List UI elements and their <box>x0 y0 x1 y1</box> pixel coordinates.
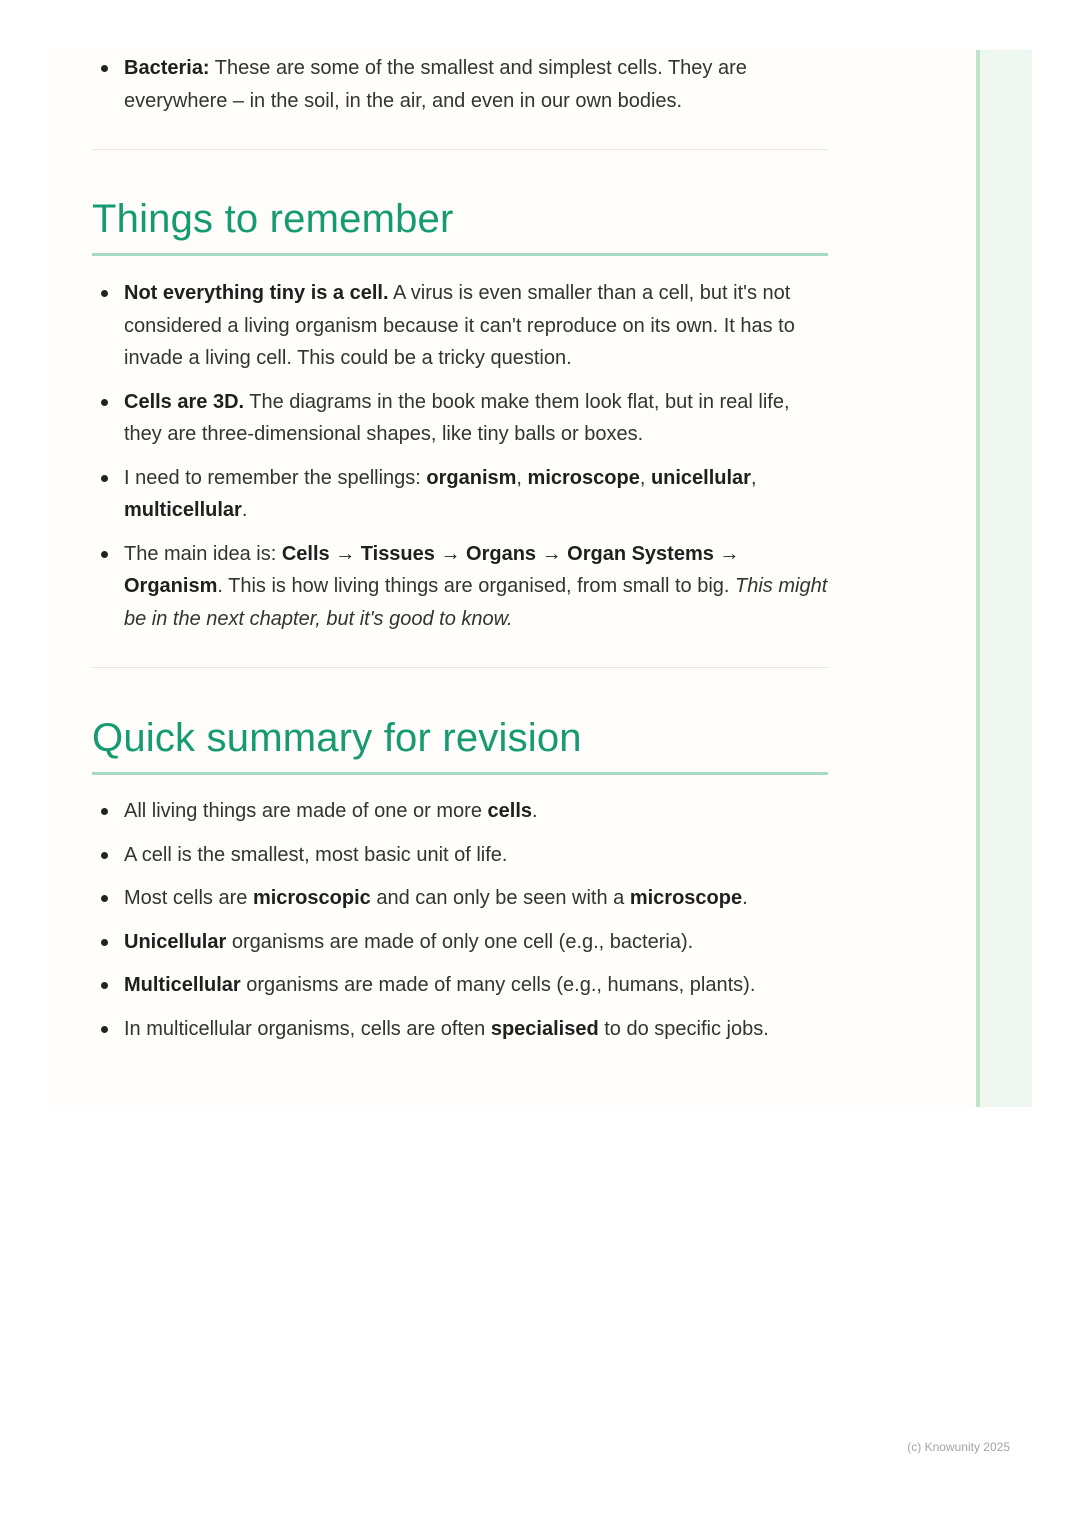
section-title-summary: Quick summary for revision <box>92 716 582 760</box>
item-text: . This is how living things are organised, from small to big. <box>217 575 735 597</box>
item-text: In multicellular organisms, cells are often <box>124 1017 491 1040</box>
item-bold: cells <box>487 800 532 822</box>
item-text: A cell is the smallest, most basic unit of life. <box>124 843 508 866</box>
summary-list <box>92 795 828 1045</box>
list-item <box>92 969 828 1002</box>
list-item <box>92 277 828 375</box>
item-text: All living things are made of one or more <box>124 800 488 822</box>
item-text: The diagrams in the book make them look flat, but in real life, they are three-dimensional shapes, like tiny balls or boxes. <box>124 390 790 445</box>
item-text: organisms are made of many cells (e.g., humans, plants). <box>240 974 756 996</box>
summary-section <box>92 795 828 1045</box>
item-italic-note: This might be in the next chapter, but it's good to know. <box>124 575 828 630</box>
list-item <box>92 1013 828 1046</box>
list-item <box>92 882 828 915</box>
spelling-word: microscope <box>527 466 640 489</box>
list-item <box>92 795 828 828</box>
list-item <box>92 538 828 636</box>
list-item <box>92 839 828 872</box>
separator: , <box>639 466 651 489</box>
section-title-remember: Things to remember <box>92 197 454 241</box>
remember-section <box>92 277 828 635</box>
spelling-word: organism <box>426 466 517 489</box>
title-underline <box>92 253 828 256</box>
item-bold: Multicellular <box>124 974 241 996</box>
list-item <box>92 386 828 451</box>
item-text: The main idea is: <box>124 542 282 565</box>
organisation-chain: Cells → Tissues → Organs → Organ Systems → Organism <box>124 542 740 597</box>
side-panel <box>976 50 1032 1107</box>
item-bold: Cells are 3D. <box>124 390 245 413</box>
item-text: I need to remember the spellings: <box>124 466 427 489</box>
list-item <box>92 52 828 117</box>
intro-section <box>92 52 828 117</box>
list-item <box>92 926 828 959</box>
title-underline <box>92 772 828 775</box>
item-bold: specialised <box>490 1017 599 1040</box>
list-item <box>92 462 828 527</box>
intro-list <box>92 52 828 117</box>
item-text: A virus is even smaller than a cell, but it's not considered a living organism because it can't reproduce on its own. It has to invade a living cell. This could be a tricky question. <box>124 282 795 369</box>
item-text: to do specific jobs. <box>598 1017 769 1040</box>
item-text: organisms are made of only one cell (e.g., bacteria). <box>226 930 694 953</box>
item-bold: microscope <box>629 887 743 909</box>
separator: , <box>750 466 757 489</box>
spelling-word: multicellular <box>124 499 242 521</box>
bacteria-text: These are some of the smallest and simplest cells. They are everywhere – in the soil, in the air, and even in our own bodies. <box>124 57 747 112</box>
section-divider <box>92 667 828 668</box>
item-bold: Unicellular <box>124 930 227 953</box>
punctuation: . <box>742 887 748 909</box>
bacteria-term: Bacteria: <box>124 57 210 79</box>
item-bold: Not everything tiny is a cell. <box>124 282 389 304</box>
item-text: and can only be seen with a <box>370 887 630 909</box>
punctuation: . <box>241 499 248 521</box>
remember-list <box>92 277 828 635</box>
copyright-footer: (c) Knowunity 2025 <box>907 1440 1010 1454</box>
separator: , <box>516 466 528 489</box>
section-divider <box>92 149 828 150</box>
item-bold: microscopic <box>252 887 371 909</box>
item-text: Most cells are <box>124 887 253 909</box>
spelling-word: unicellular <box>650 466 751 489</box>
punctuation: . <box>532 800 538 822</box>
